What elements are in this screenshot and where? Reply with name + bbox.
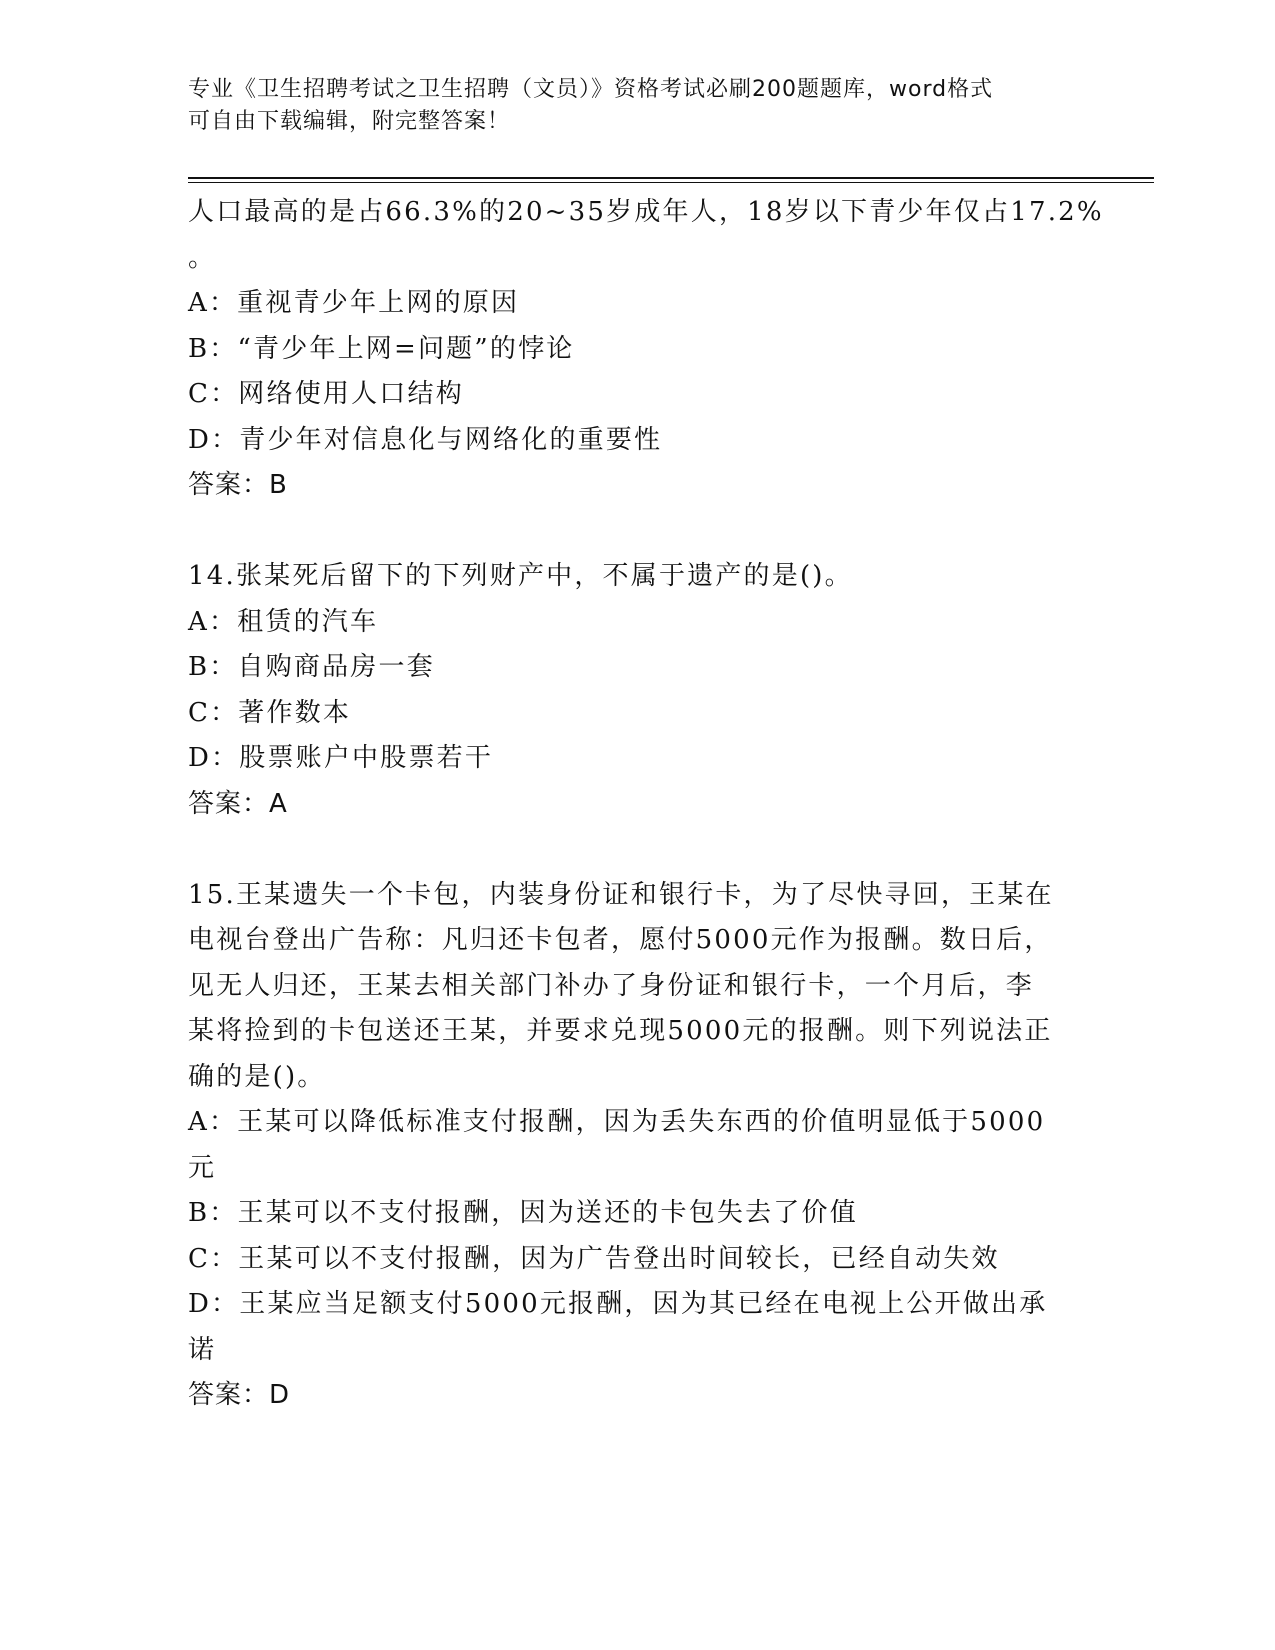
question-14-option-d: D：股票账户中股票若干 bbox=[188, 743, 494, 773]
question-13 bbox=[188, 190, 1104, 509]
header-line-1: 专业《卫生招聘考试之卫生招聘（文员）》资格考试必刷200题题库，word格式 bbox=[188, 77, 994, 102]
spacer bbox=[188, 827, 1088, 873]
question-13-option-d: D：青少年对信息化与网络化的重要性 bbox=[188, 424, 663, 455]
question-13-stem-line: 人口最高的是占66.3%的20~35岁成年人，18岁以下青少年仅占17.2% bbox=[188, 197, 1104, 227]
question-15-option-d-cont: 诺 bbox=[188, 1334, 217, 1365]
question-14-option-a: A：租赁的汽车 bbox=[188, 606, 379, 637]
question-13-answer: 答案：B bbox=[188, 470, 288, 500]
question-15-option-d: D：王某应当足额支付5000元报酬，因为其已经在电视上公开做出承 bbox=[188, 1289, 1048, 1319]
spacer bbox=[188, 509, 1088, 555]
question-15-stem-line: 15.王某遗失一个卡包，内装身份证和银行卡，为了尽快寻回，王某在 bbox=[188, 879, 1054, 910]
question-14-answer: 答案：A bbox=[188, 788, 288, 819]
question-15-option-a-cont: 元 bbox=[188, 1152, 217, 1183]
question-15-option-c: C：王某可以不支付报酬，因为广告登出时间较长，已经自动失效 bbox=[188, 1243, 1000, 1274]
header-rule-thick bbox=[188, 177, 1154, 179]
question-15-stem-line: 电视台登出广告称：凡归还卡包者，愿付5000元作为报酬。数日后， bbox=[188, 925, 1053, 955]
question-15 bbox=[188, 873, 1088, 1419]
question-14 bbox=[188, 554, 1088, 827]
question-15-stem-line: 确的是()。 bbox=[188, 1061, 326, 1092]
document-header bbox=[188, 74, 1088, 138]
question-14-option-b: B：自购商品房一套 bbox=[188, 652, 435, 682]
question-15-option-b: B：王某可以不支付报酬，因为送还的卡包失去了价值 bbox=[188, 1198, 858, 1228]
question-14-stem: 14.张某死后留下的下列财产中，不属于遗产的是()。 bbox=[188, 561, 853, 591]
question-15-stem-line: 某将捡到的卡包送还王某，并要求兑现5000元的报酬。则下列说法正 bbox=[188, 1016, 1053, 1046]
question-15-answer: 答案：D bbox=[188, 1380, 291, 1410]
question-13-stem-line: 。 bbox=[188, 242, 217, 273]
question-content bbox=[188, 190, 1104, 1419]
question-15-option-a: A：王某可以降低标准支付报酬，因为丢失东西的价值明显低于5000 bbox=[188, 1107, 1046, 1137]
header-rule-thin bbox=[188, 182, 1154, 183]
question-13-option-b: B：“青少年上网=问题”的悖论 bbox=[188, 333, 575, 364]
question-15-stem-line: 见无人归还，王某去相关部门补办了身份证和银行卡，一个月后，李 bbox=[188, 970, 1035, 1001]
question-13-option-c: C：网络使用人口结构 bbox=[188, 379, 464, 409]
question-14-option-c: C：著作数本 bbox=[188, 697, 352, 728]
header-line-2: 可自由下载编辑，附完整答案！ bbox=[188, 109, 511, 134]
question-13-option-a: A：重视青少年上网的原因 bbox=[188, 288, 520, 318]
